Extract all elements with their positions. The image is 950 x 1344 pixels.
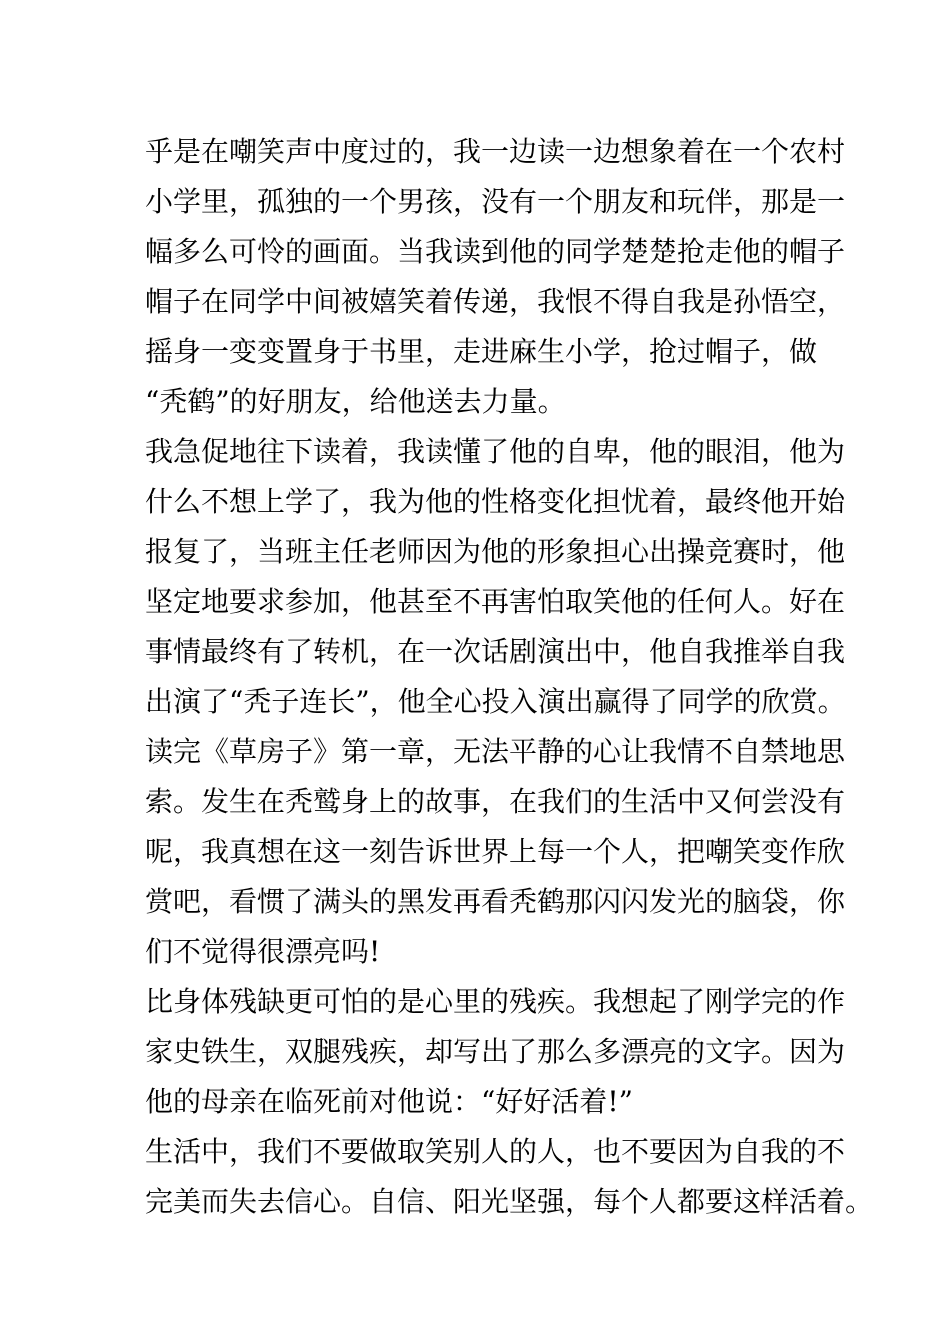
text-line: 小学里，孤独的一个男孩，没有一个朋友和玩伴，那是一 [145, 185, 846, 218]
text-line: 帽子在同学中间被嬉笑着传递，我恨不得自我是孙悟空， [145, 285, 846, 318]
text-line: 出演了“秃子连长”，他全心投入演出赢得了同学的欣赏。 [145, 685, 846, 718]
text-line: “秃鹤”的好朋友，给他送去力量。 [145, 385, 566, 418]
text-line: 们不觉得很漂亮吗! [145, 935, 381, 968]
text-line: 比身体残缺更可怕的是心里的残疾。我想起了刚学完的作 [145, 985, 846, 1018]
text-line: 摇身一变变置身于书里，走进麻生小学，抢过帽子，做 [145, 335, 818, 368]
text-line: 幅多么可怜的画面。当我读到他的同学楚楚抢走他的帽子 [145, 235, 846, 268]
text-line: 事情最终有了转机，在一次话剧演出中，他自我推举自我 [145, 635, 846, 668]
document-page [145, 127, 874, 1227]
text-line: 乎是在嘲笑声中度过的，我一边读一边想象着在一个农村 [145, 135, 846, 168]
paragraph-5 [145, 1127, 874, 1227]
paragraph-2 [145, 427, 846, 727]
text-line: 索。发生在秃鹫身上的故事，在我们的生活中又何尝没有 [145, 785, 846, 818]
text-line: 家史铁生，双腿残疾，却写出了那么多漂亮的文字。因为 [145, 1035, 846, 1068]
paragraph-4 [145, 977, 846, 1127]
text-line: 生活中，我们不要做取笑别人的人，也不要因为自我的不 [145, 1135, 846, 1168]
text-line: 读完《草房子》第一章，无法平静的心让我情不自禁地思 [145, 735, 846, 768]
text-line: 呢，我真想在这一刻告诉世界上每一个人，把嘲笑变作欣 [145, 835, 846, 868]
text-line: 完美而失去信心。自信、阳光坚强，每个人都要这样活着。 [145, 1185, 874, 1218]
text-line: 赏吧，看惯了满头的黑发再看秃鹤那闪闪发光的脑袋，你 [145, 885, 846, 918]
text-line: 报复了，当班主任老师因为他的形象担心出操竞赛时，他 [145, 535, 846, 568]
text-line: 他的母亲在临死前对他说：“好好活着!” [145, 1085, 633, 1118]
text-line: 什么不想上学了，我为他的性格变化担忧着，最终他开始 [145, 485, 846, 518]
text-line: 我急促地往下读着，我读懂了他的自卑，他的眼泪，他为 [145, 435, 846, 468]
paragraph-3 [145, 727, 846, 977]
text-line: 坚定地要求参加，他甚至不再害怕取笑他的任何人。好在 [145, 585, 846, 618]
paragraph-1 [145, 127, 846, 427]
